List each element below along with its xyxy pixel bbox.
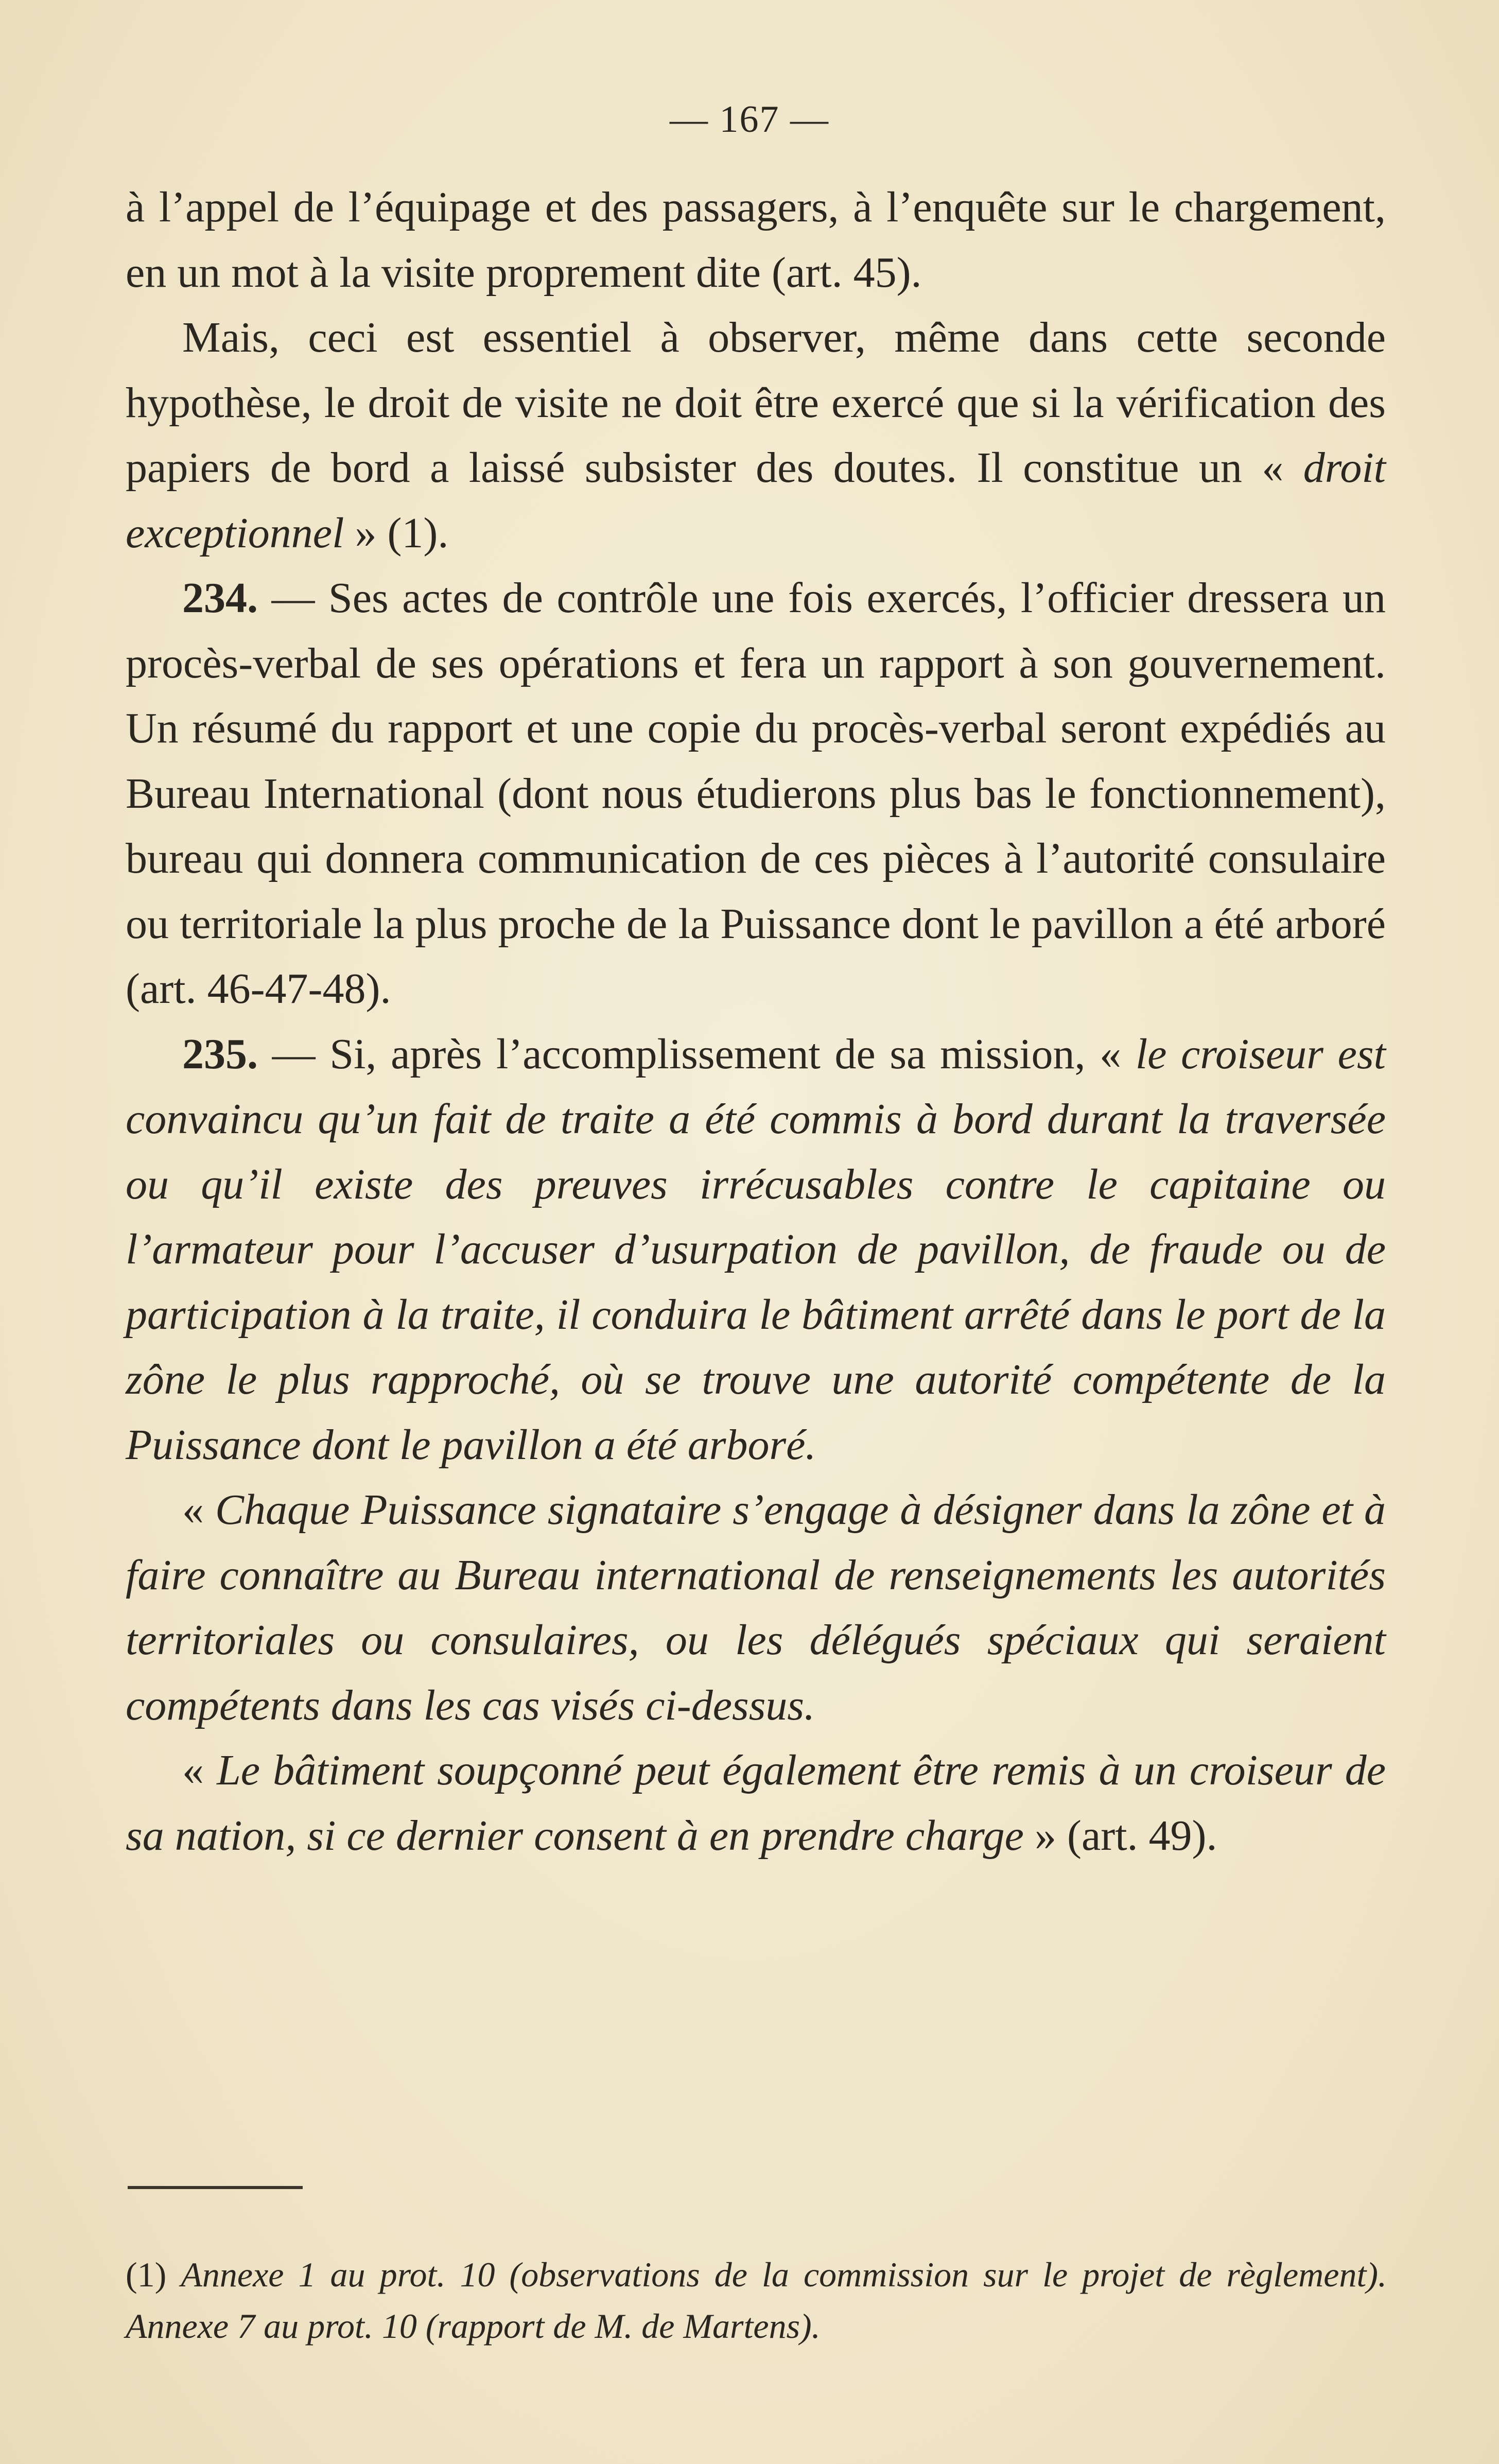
section-235 [126,1022,1386,1478]
quote-mark: « [182,1746,217,1794]
section-234 [126,566,1386,1022]
italic-quote: le croiseur est convaincu qu’un fait de traite a été commis à bord durant la traversée ou qu’il existe des preuves irrécusables contre le capitaine ou l’armateur pour l’accuser d’usurpation de pavillon, de fraude ou de participation à la traite, il conduira le bâtiment arrêté dans le port de la zône le plus rapproché, où se trouve une autorité compétente de la Puissance dont le pavillon a été arboré. [126,1030,1386,1469]
footnote-text: Annexe 1 au prot. 10 (observations de la commission sur le projet de règlement). Annexe 7 au prot. 10 (rapport de M. de Martens). [126,2255,1387,2346]
body-text [126,175,1386,1868]
section-text: — Ses actes de contrôle une fois exercés, l’officier dressera un procès-verbal de ses opérations et fera un rapport à son gouvernement. Un résumé du rapport et une copie du procès-verbal seront expédiés au Bureau International (dont nous étudierons plus bas le fonctionnement), bureau qui donnera communication de ces pièces à l’autorité consulaire ou territoriale la plus proche de la Puissance dont le pavillon a été arboré (art. 46-47-48). [126,574,1386,1013]
page-number: — 167 — [670,98,829,141]
paragraph-exceptional-right [126,305,1386,566]
section-number: 235. [182,1030,258,1078]
paragraph-text: Mais, ceci est essentiel à observer, même dans cette seconde hypothèse, le droit de visite ne doit être exercé que si la vérification des papiers de bord a laissé subsister des doutes. Il constitue un « [126,314,1386,492]
footnote-marker: (1) [126,2255,181,2294]
quote-paragraph [126,1738,1386,1868]
paragraph-text: » (1). [344,509,449,557]
quote-paragraph [126,1478,1386,1738]
italic-quote: Le bâtiment soupçonné peut également être remis à un croiseur de sa nation, si ce dernier consent à en prendre charge [126,1746,1386,1860]
italic-phrase: droit exceptionnel [126,444,1386,557]
section-text: — Si, après l’accomplissement de sa mission, « [258,1030,1136,1078]
italic-quote: Chaque Puissance signataire s’engage à désigner dans la zône et à faire connaître au Bureau international de renseignements les autorités territoriales ou consulaires, ou les délégués spéciaux qui seraient compétents dans les cas visés ci-dessus. [126,1486,1386,1729]
section-number: 234. [182,574,258,622]
paragraph-continuation: à l’appel de l’équipage et des passagers, à l’enquête sur le chargement, en un mot à la visite proprement dite (art. 45). [126,183,1386,297]
quote-mark: « [182,1486,215,1534]
footnote [126,2249,1387,2352]
citation-text: » (art. 49). [1023,1811,1217,1860]
footnote-divider [128,2186,303,2189]
